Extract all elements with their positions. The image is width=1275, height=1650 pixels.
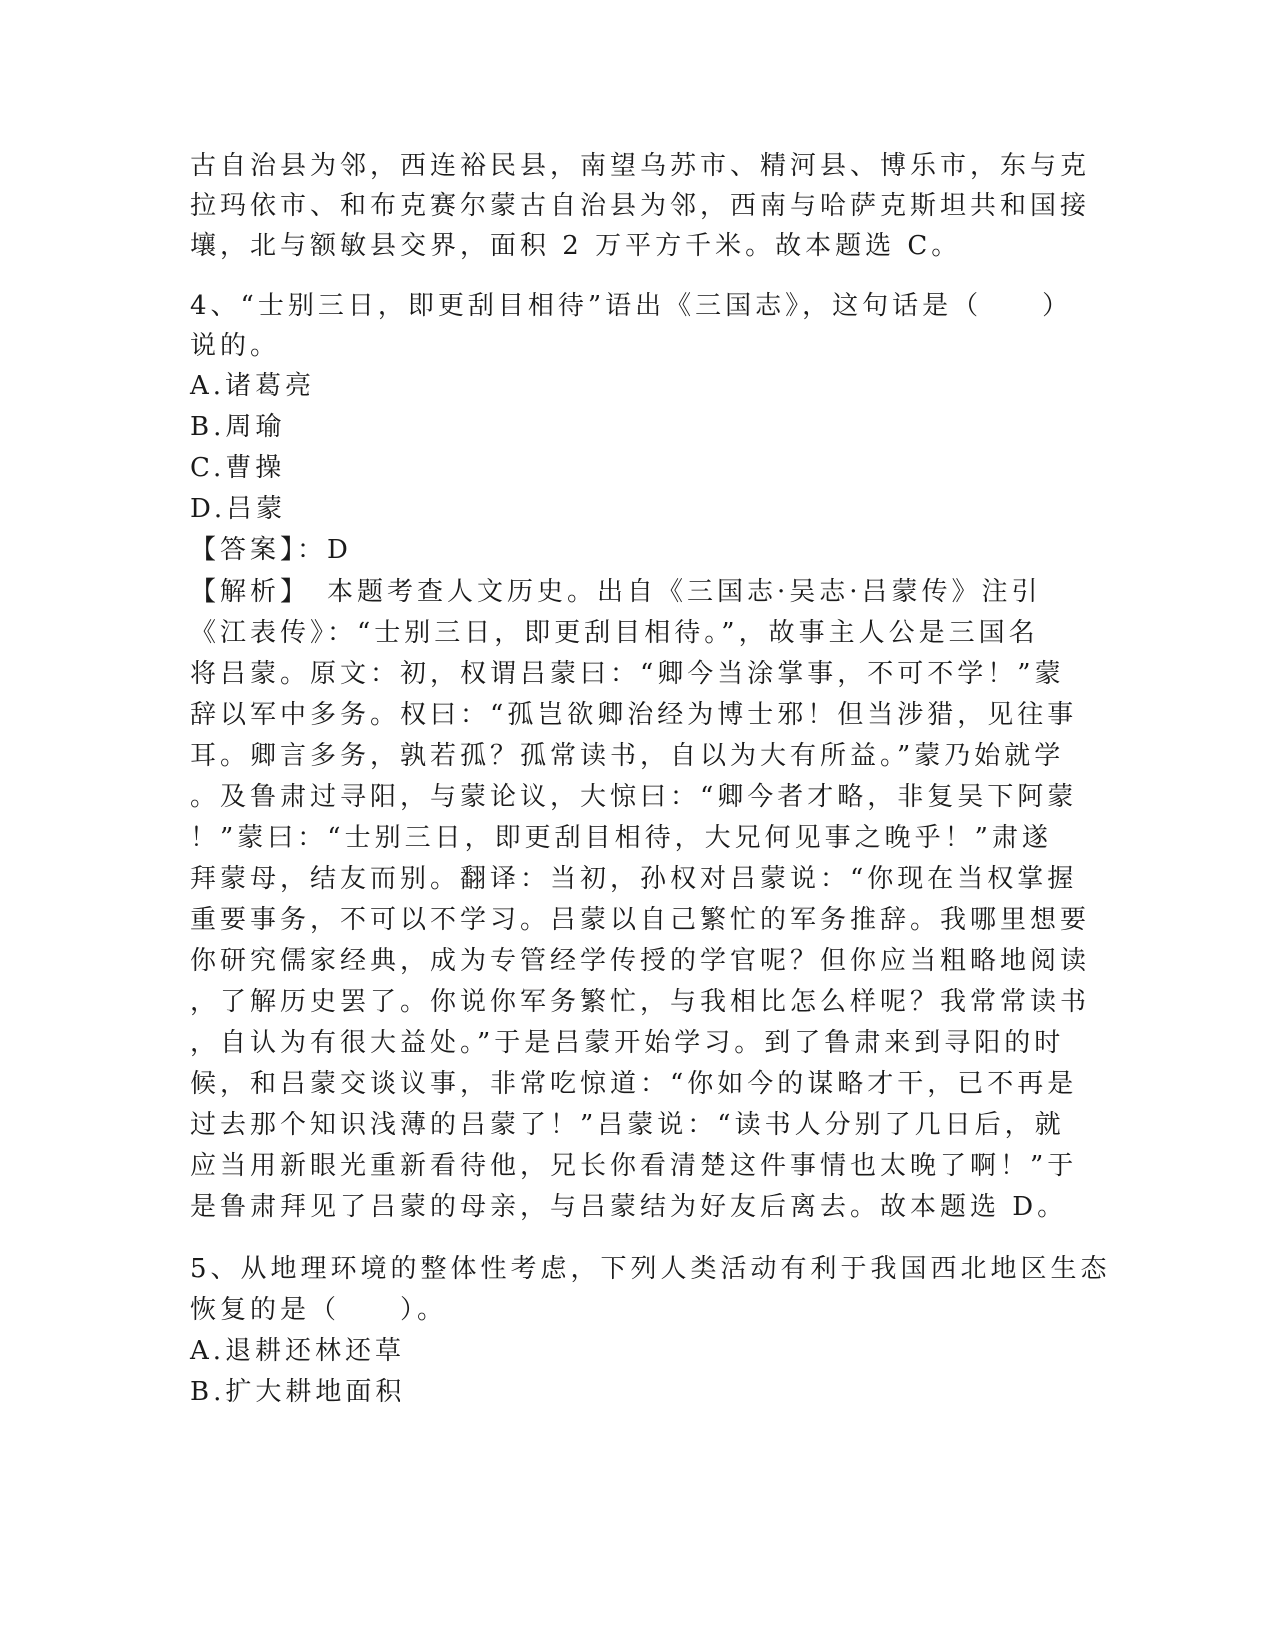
q4-analysis-line: 将吕蒙。原文：初，权谓吕蒙曰：“卿今当涂掌事，不可不学！”蒙	[190, 659, 1065, 689]
q4-analysis-line: ，自认为有很大益处。”于是吕蒙开始学习。到了鲁肃来到寻阳的时	[190, 1028, 1065, 1058]
q4-analysis-line: 应当用新眼光重新看待他，兄长你看清楚这件事情也太晚了啊！”于	[190, 1151, 1078, 1181]
q4-analysis-line: ，了解历史罢了。你说你军务繁忙，与我相比怎么样呢？我常常读书	[190, 987, 1091, 1017]
q4-analysis-line: 辞以军中多务。权曰：“孤岂欲卿治经为博士邪！但当涉猎，见往事	[190, 700, 1078, 730]
q4-analysis-line: 你研究儒家经典，成为专管经学传授的学官呢？但你应当粗略地阅读	[190, 946, 1091, 976]
q4-option-b: B.周瑜	[190, 412, 286, 442]
q4-answer: 【答案】：D	[190, 535, 352, 565]
q5-stem-line: 恢复的是（ ）。	[190, 1295, 448, 1325]
q4-analysis-line: 【解析】 本题考查人文历史。出自《三国志·吴志·吕蒙传》注引	[190, 577, 1042, 607]
q4-stem-line: 说的。	[190, 331, 281, 361]
q4-analysis-line: 。及鲁肃过寻阳，与蒙论议，大惊曰：“卿今者才略，非复吴下阿蒙	[190, 782, 1078, 812]
q4-analysis-line: 拜蒙母，结友而别。翻译：当初，孙权对吕蒙说：“你现在当权掌握	[190, 864, 1078, 894]
q3-text-line: 拉玛依市、和布克赛尔蒙古自治县为邻，西南与哈萨克斯坦共和国接	[190, 191, 1091, 221]
q5-option-b: B.扩大耕地面积	[190, 1377, 406, 1407]
q4-option-a: A.诸葛亮	[190, 371, 316, 401]
q4-analysis-line: 重要事务，不可以不学习。吕蒙以自己繁忙的军务推辞。我哪里想要	[190, 905, 1091, 935]
q4-analysis-line: 过去那个知识浅薄的吕蒙了！”吕蒙说：“读书人分别了几日后，就	[190, 1110, 1065, 1140]
q4-stem-line: 4、“士别三日，即更刮目相待”语出《三国志》，这句话是（ ）	[190, 291, 1073, 321]
q4-analysis-line: ！”蒙曰：“士别三日，即更刮目相待，大兄何见事之晚乎！”肃遂	[190, 823, 1052, 853]
q5-stem-line: 5、从地理环境的整体性考虑，下列人类活动有利于我国西北地区生态	[190, 1254, 1111, 1284]
q4-option-c: C.曹操	[190, 453, 286, 483]
q3-text-line: 壤，北与额敏县交界，面积 2 万平方千米。故本题选 C。	[190, 231, 962, 261]
q3-text-line: 古自治县为邻，西连裕民县，南望乌苏市、精河县、博乐市，东与克	[190, 151, 1091, 181]
q4-option-d: D.吕蒙	[190, 494, 287, 524]
q5-option-a: A.退耕还林还草	[190, 1336, 406, 1366]
q4-analysis-line: 耳。卿言多务，孰若孤？孤常读书，自以为大有所益。”蒙乃始就学	[190, 741, 1065, 771]
q4-analysis-line: 是鲁肃拜见了吕蒙的母亲，与吕蒙结为好友后离去。故本题选 D。	[190, 1192, 1068, 1222]
q4-analysis-line: 候，和吕蒙交谈议事，非常吃惊道：“你如今的谋略才干，已不再是	[190, 1069, 1078, 1099]
q4-analysis-line: 《江表传》：“士别三日，即更刮目相待。”，故事主人公是三国名	[190, 618, 1039, 648]
